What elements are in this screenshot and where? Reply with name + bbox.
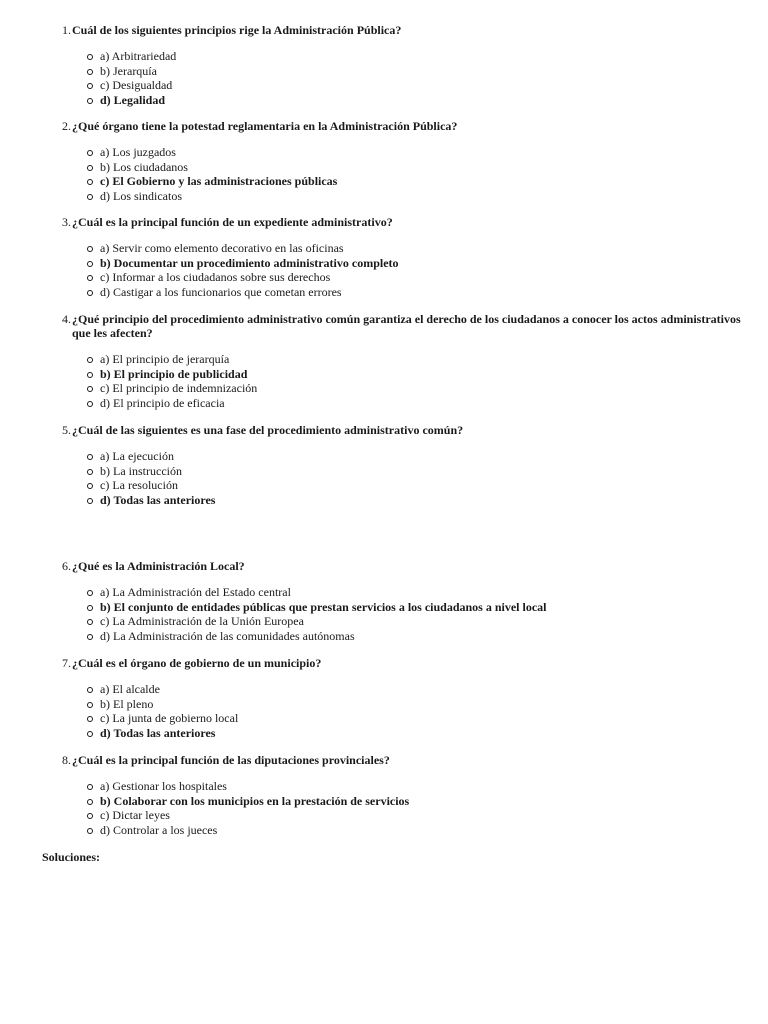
option-item: [87, 64, 754, 79]
circle-bullet-icon: [87, 194, 93, 200]
circle-bullet-icon: [87, 386, 93, 392]
option-item: [87, 352, 754, 367]
question-4: [54, 312, 754, 411]
option-item: [87, 614, 754, 629]
question-text: ¿Cuál de las siguientes es una fase del procedimiento administrativo común?: [72, 423, 464, 437]
circle-bullet-icon: [87, 590, 93, 596]
option-text: c) El Gobierno y las administraciones públicas: [100, 174, 338, 189]
option-item: [87, 808, 754, 823]
circle-bullet-icon: [87, 98, 93, 104]
circle-bullet-icon: [87, 69, 93, 75]
option-text: c) El principio de indemnización: [100, 381, 258, 396]
option-item: [87, 629, 754, 644]
question-text: ¿Qué es la Administración Local?: [72, 559, 245, 573]
option-item: [87, 145, 754, 160]
circle-bullet-icon: [87, 784, 93, 790]
circle-bullet-icon: [87, 54, 93, 60]
option-text: d) Legalidad: [100, 93, 166, 108]
option-item: [87, 78, 754, 93]
option-item-correct: [87, 600, 754, 615]
question-number: 4.: [62, 312, 71, 326]
circle-bullet-icon: [87, 498, 93, 504]
option-item-correct: [87, 493, 754, 508]
question-3: [54, 215, 754, 300]
option-item-correct: [87, 93, 754, 108]
options-list: [54, 49, 754, 108]
solutions-heading: Soluciones:: [42, 850, 101, 864]
option-item: [87, 697, 754, 712]
option-text: a) Los juzgados: [100, 145, 176, 159]
option-text: a) La Administración del Estado central: [100, 585, 291, 599]
option-item: [87, 381, 754, 396]
option-text: d) Todas las anteriores: [100, 493, 216, 508]
options-list: [54, 241, 754, 300]
option-item: [87, 189, 754, 204]
circle-bullet-icon: [87, 454, 93, 460]
option-item: [87, 270, 754, 285]
option-item-correct: [87, 256, 754, 271]
option-item: [87, 49, 754, 64]
question-7: [54, 656, 754, 741]
option-text: d) Todas las anteriores: [100, 726, 216, 741]
option-text: b) El principio de publicidad: [100, 366, 248, 381]
circle-bullet-icon: [87, 731, 93, 737]
circle-bullet-icon: [87, 179, 93, 185]
question-text: ¿Cuál es la principal función de un expediente administrativo?: [72, 215, 393, 229]
circle-bullet-icon: [87, 165, 93, 171]
options-list: [54, 449, 754, 508]
option-text: d) El principio de eficacia: [100, 396, 225, 411]
option-text: a) Arbitrariedad: [100, 49, 177, 63]
circle-bullet-icon: [87, 83, 93, 89]
option-text: a) El principio de jerarquía: [100, 352, 230, 366]
circle-bullet-icon: [87, 605, 93, 611]
option-text: c) La resolución: [100, 478, 178, 493]
option-item: [87, 711, 754, 726]
options-list: [54, 352, 754, 411]
option-item: [87, 682, 754, 697]
circle-bullet-icon: [87, 290, 93, 296]
circle-bullet-icon: [87, 619, 93, 625]
option-item: [87, 285, 754, 300]
option-item: [87, 160, 754, 175]
option-item-correct: [87, 367, 754, 382]
option-item: [87, 823, 754, 838]
circle-bullet-icon: [87, 261, 93, 267]
question-1: [54, 23, 754, 108]
option-text: c) Informar a los ciudadanos sobre sus derechos: [100, 270, 331, 285]
option-text: b) El pleno: [100, 696, 154, 711]
option-item-correct: [87, 174, 754, 189]
option-item: [87, 396, 754, 411]
question-text: ¿Qué principio del procedimiento administrativo común garantiza el derecho de los ciudadanos a conocer los actos administrativos que les afecten?: [72, 312, 741, 340]
option-text: d) Castigar a los funcionarios que cometan errores: [100, 285, 342, 300]
circle-bullet-icon: [87, 469, 93, 475]
question-number: 1.: [62, 23, 71, 37]
option-item: [87, 585, 754, 600]
question-text: Cuál de los siguientes principios rige la Administración Pública?: [72, 23, 402, 37]
option-item: [87, 449, 754, 464]
question-5: [54, 423, 754, 508]
options-list: [54, 779, 754, 838]
option-text: d) Controlar a los jueces: [100, 823, 218, 838]
option-text: c) Dictar leyes: [100, 808, 170, 823]
option-text: b) Jerarquía: [100, 63, 157, 78]
question-number: 7.: [62, 656, 71, 670]
circle-bullet-icon: [87, 150, 93, 156]
circle-bullet-icon: [87, 828, 93, 834]
question-6: [54, 559, 754, 644]
option-item: [87, 464, 754, 479]
question-number: 5.: [62, 423, 71, 437]
option-item-correct: [87, 726, 754, 741]
question-2: [54, 119, 754, 204]
option-item: [87, 241, 754, 256]
question-8: [54, 753, 754, 838]
option-text: d) La Administración de las comunidades autónomas: [100, 629, 355, 644]
option-text: a) El alcalde: [100, 682, 160, 696]
circle-bullet-icon: [87, 634, 93, 640]
circle-bullet-icon: [87, 716, 93, 722]
option-item-correct: [87, 794, 754, 809]
circle-bullet-icon: [87, 357, 93, 363]
question-text: ¿Cuál es el órgano de gobierno de un municipio?: [72, 656, 322, 670]
circle-bullet-icon: [87, 702, 93, 708]
option-text: c) La junta de gobierno local: [100, 711, 239, 726]
circle-bullet-icon: [87, 799, 93, 805]
question-number: 8.: [62, 753, 71, 767]
options-list: [54, 585, 754, 644]
option-text: b) El conjunto de entidades públicas que prestan servicios a los ciudadanos a nivel local: [100, 599, 547, 614]
option-text: b) La instrucción: [100, 463, 182, 478]
option-text: b) Colaborar con los municipios en la prestación de servicios: [100, 793, 410, 808]
question-number: 3.: [62, 215, 71, 229]
circle-bullet-icon: [87, 687, 93, 693]
option-text: b) Los ciudadanos: [100, 159, 188, 174]
options-list: [54, 682, 754, 741]
question-text: ¿Qué órgano tiene la potestad reglamentaria en la Administración Pública?: [72, 119, 458, 133]
option-text: d) Los sindicatos: [100, 189, 182, 204]
options-list: [54, 145, 754, 204]
circle-bullet-icon: [87, 401, 93, 407]
question-number: 6.: [62, 559, 71, 573]
option-text: a) Gestionar los hospitales: [100, 779, 227, 793]
circle-bullet-icon: [87, 483, 93, 489]
question-number: 2.: [62, 119, 71, 133]
question-text: ¿Cuál es la principal función de las diputaciones provinciales?: [72, 753, 390, 767]
option-text: b) Documentar un procedimiento administrativo completo: [100, 255, 399, 270]
circle-bullet-icon: [87, 813, 93, 819]
option-text: a) Servir como elemento decorativo en las oficinas: [100, 241, 344, 255]
circle-bullet-icon: [87, 246, 93, 252]
option-text: c) La Administración de la Unión Europea: [100, 614, 304, 629]
circle-bullet-icon: [87, 372, 93, 378]
option-text: a) La ejecución: [100, 449, 174, 463]
option-item: [87, 779, 754, 794]
circle-bullet-icon: [87, 275, 93, 281]
option-text: c) Desigualdad: [100, 78, 173, 93]
option-item: [87, 478, 754, 493]
